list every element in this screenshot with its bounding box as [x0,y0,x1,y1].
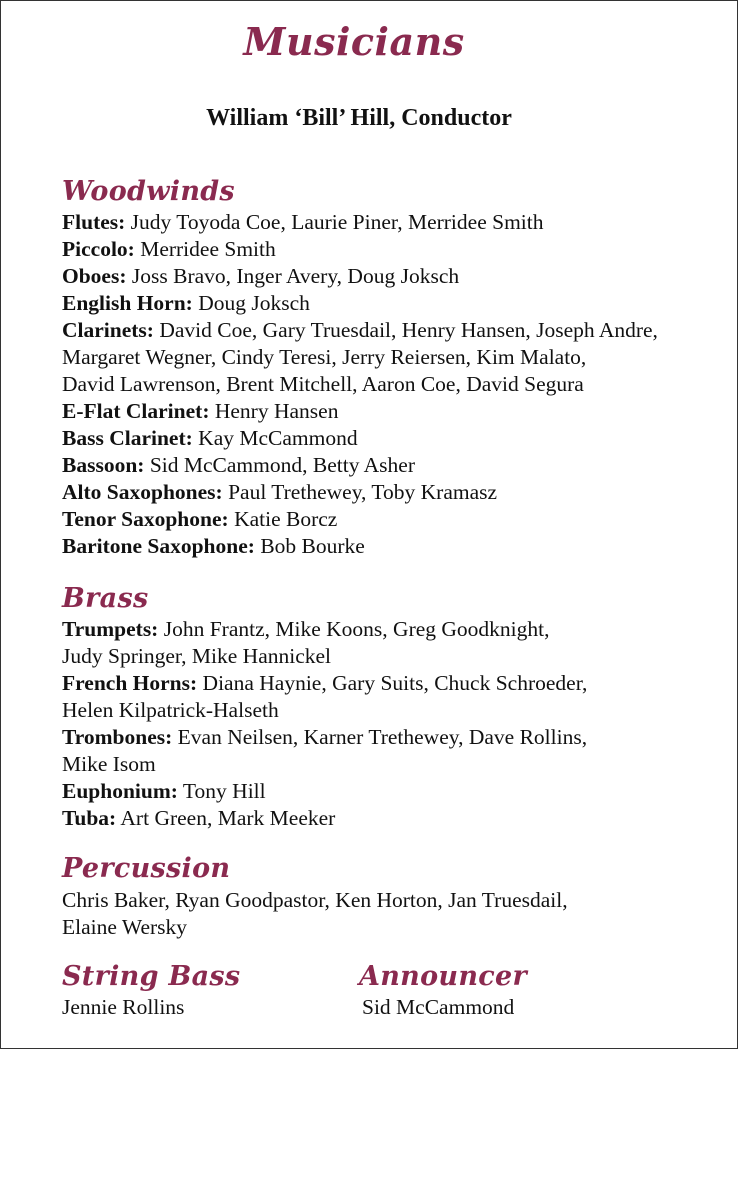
instrument-label: French Horns: [62,671,198,695]
woodwinds-list [62,209,722,560]
list-item: Sid McCammond [362,995,515,1019]
list-item-continuation: Elaine Wersky [62,915,188,939]
list-item [62,425,722,452]
list-item [62,452,722,479]
list-item: Chris Baker, Ryan Goodpastor, Ken Horton, Jan Truesdail, [62,888,568,912]
announcer-list [362,994,702,1021]
instrument-label: Oboes: [62,264,127,288]
player-names: Joss Bravo, Inger Avery, Doug Joksch [131,264,460,288]
instrument-label: Tenor Saxophone: [62,507,229,531]
player-names: Sid McCammond, Betty Asher [149,453,415,477]
player-names: David Coe, Gary Truesdail, Henry Hansen, Joseph Andre, [159,318,658,342]
list-item-continuation: Helen Kilpatrick-Halseth [62,698,279,722]
player-names: Judy Toyoda Coe, Laurie Piner, Merridee Smith [130,210,544,234]
list-item [62,778,722,805]
player-names: Katie Borcz [234,507,338,531]
player-names: Kay McCammond [198,426,358,450]
brass-heading: Brass [62,583,149,614]
player-names: Merridee Smith [140,237,276,261]
instrument-label: Trumpets: [62,617,159,641]
player-names: Doug Joksch [198,291,310,315]
list-item [62,263,722,290]
woodwinds-heading: Woodwinds [62,176,235,207]
instrument-label: Clarinets: [62,318,154,342]
player-names: Diana Haynie, Gary Suits, Chuck Schroeder, [202,671,588,695]
instrument-label: Bass Clarinet: [62,426,193,450]
list-item [62,290,722,317]
announcer-heading: Announcer [359,961,528,992]
list-item [62,533,722,560]
percussion-heading: Percussion [62,853,231,884]
instrument-label: Trombones: [62,725,173,749]
player-names: Tony Hill [182,779,266,803]
list-item [62,724,722,751]
list-item [62,616,722,643]
string-bass-heading: String Bass [62,961,241,992]
instrument-label: E-Flat Clarinet: [62,399,210,423]
player-names: John Frantz, Mike Koons, Greg Goodknight, [163,617,550,641]
list-item-continuation: Margaret Wegner, Cindy Teresi, Jerry Reiersen, Kim Malato, [62,345,587,369]
list-item [62,479,722,506]
player-names: Henry Hansen [214,399,339,423]
conductor-line: William ‘Bill’ Hill, Conductor [206,105,512,131]
list-item [62,236,722,263]
player-names: Paul Trethewey, Toby Kramasz [228,480,498,504]
percussion-list [62,887,722,941]
list-item [62,805,722,832]
brass-list [62,616,722,832]
instrument-label: Bassoon: [62,453,145,477]
instrument-label: Flutes: [62,210,126,234]
list-item: Jennie Rollins [62,995,185,1019]
player-names: Evan Neilsen, Karner Trethewey, Dave Rollins, [177,725,588,749]
player-names: Art Green, Mark Meeker [120,806,336,830]
list-item [62,506,722,533]
list-item [62,670,722,697]
list-item [62,317,722,344]
instrument-label: Tuba: [62,806,117,830]
list-item [62,398,722,425]
instrument-label: Baritone Saxophone: [62,534,255,558]
list-item-continuation: David Lawrenson, Brent Mitchell, Aaron Coe, David Segura [62,372,584,396]
page-title: Musicians [243,19,465,64]
list-item-continuation: Judy Springer, Mike Hannickel [62,644,332,668]
list-item [62,209,722,236]
instrument-label: Euphonium: [62,779,178,803]
instrument-label: Piccolo: [62,237,135,261]
string-bass-list [62,994,342,1021]
player-names: Bob Bourke [260,534,365,558]
instrument-label: English Horn: [62,291,193,315]
list-item-continuation: Mike Isom [62,752,156,776]
instrument-label: Alto Saxophones: [62,480,223,504]
